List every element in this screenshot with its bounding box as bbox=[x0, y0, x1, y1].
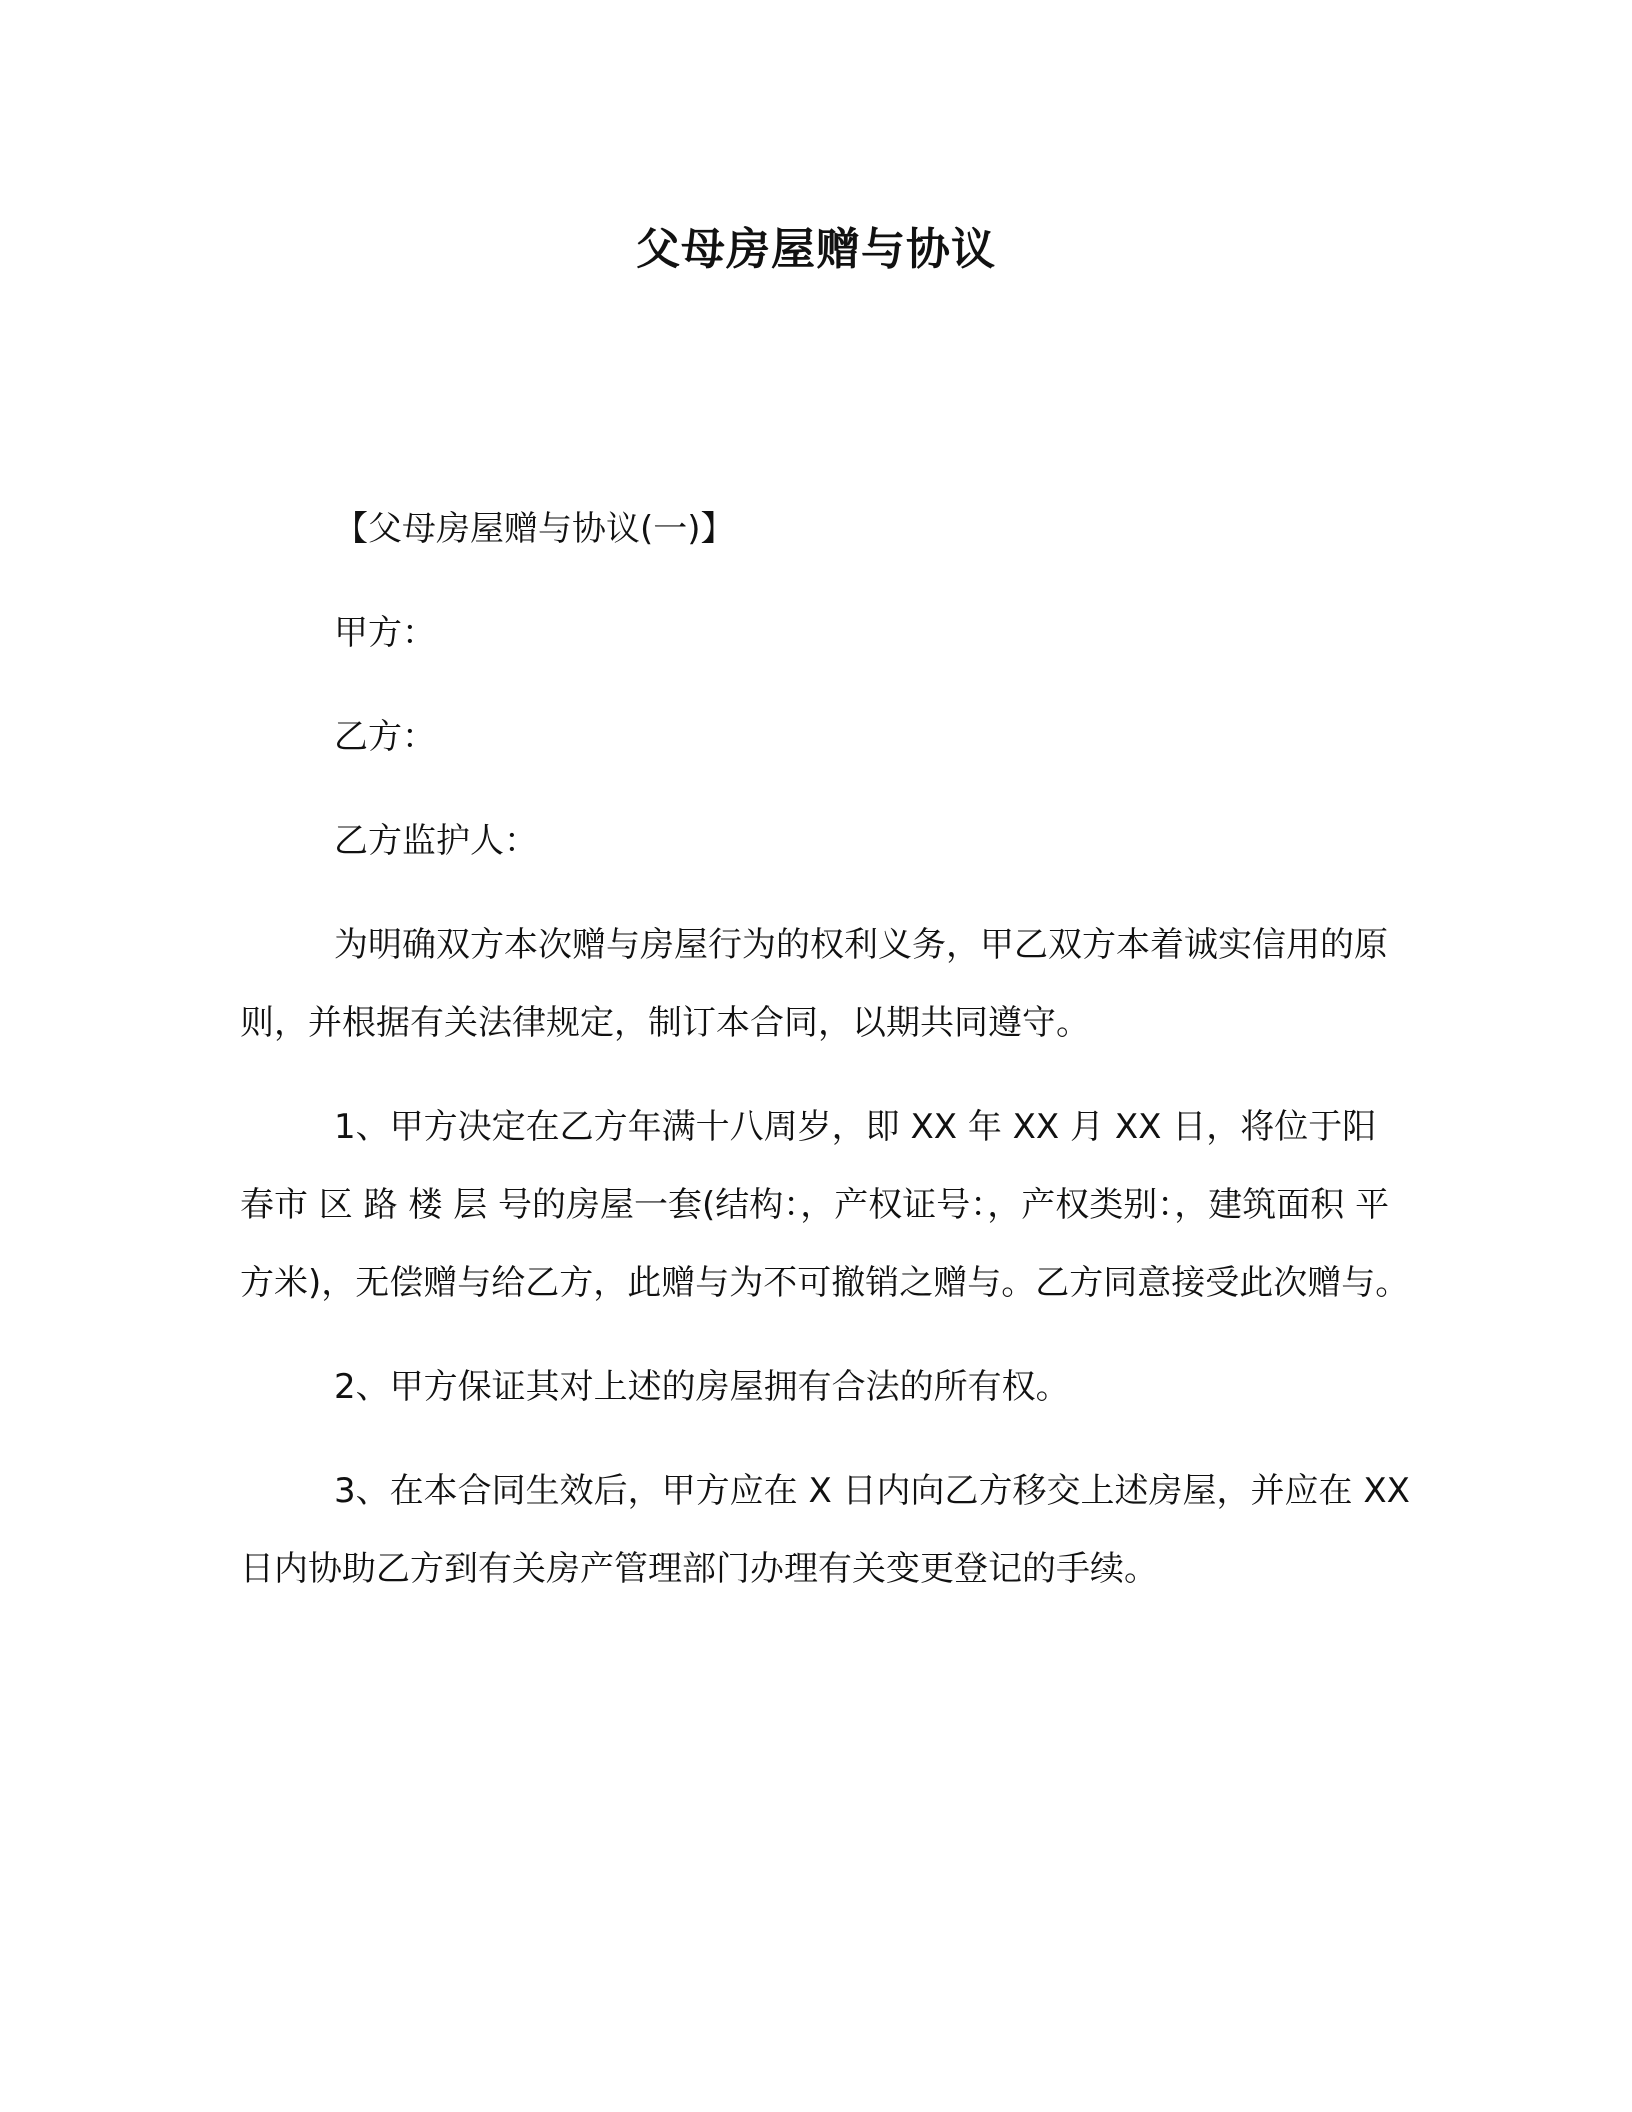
party-b-guardian-line: 乙方监护人： bbox=[334, 821, 538, 861]
clause-2-paragraph: 2、甲方保证其对上述的房屋拥有合法的所有权。 bbox=[334, 1367, 1070, 1407]
clause-1-paragraph: 1、甲方决定在乙方年满十八周岁，即 XX 年 XX 月 XX 日，将位于阳春市 区 路 楼 层 号的房屋一套(结构：，产权证号：，产权类别：，建筑面积 平方米)，无偿赠与给乙方，此赠与为不可撤销之赠与。乙方同意接受此次赠与。 bbox=[240, 1107, 1410, 1303]
document-body bbox=[240, 490, 1410, 1634]
section-heading: 【父母房屋赠与协议(一)】 bbox=[334, 509, 735, 549]
party-b-line: 乙方： bbox=[334, 717, 436, 757]
clause-3-paragraph: 3、在本合同生效后，甲方应在 X 日内向乙方移交上述房屋，并应在 XX 日内协助乙方到有关房产管理部门办理有关变更登记的手续。 bbox=[240, 1471, 1410, 1589]
document-title: 父母房屋赠与协议 bbox=[636, 224, 996, 275]
preamble-paragraph: 为明确双方本次赠与房屋行为的权利义务，甲乙双方本着诚实信用的原则，并根据有关法律规定，制订本合同，以期共同遵守。 bbox=[240, 925, 1388, 1043]
party-a-line: 甲方： bbox=[334, 613, 436, 653]
